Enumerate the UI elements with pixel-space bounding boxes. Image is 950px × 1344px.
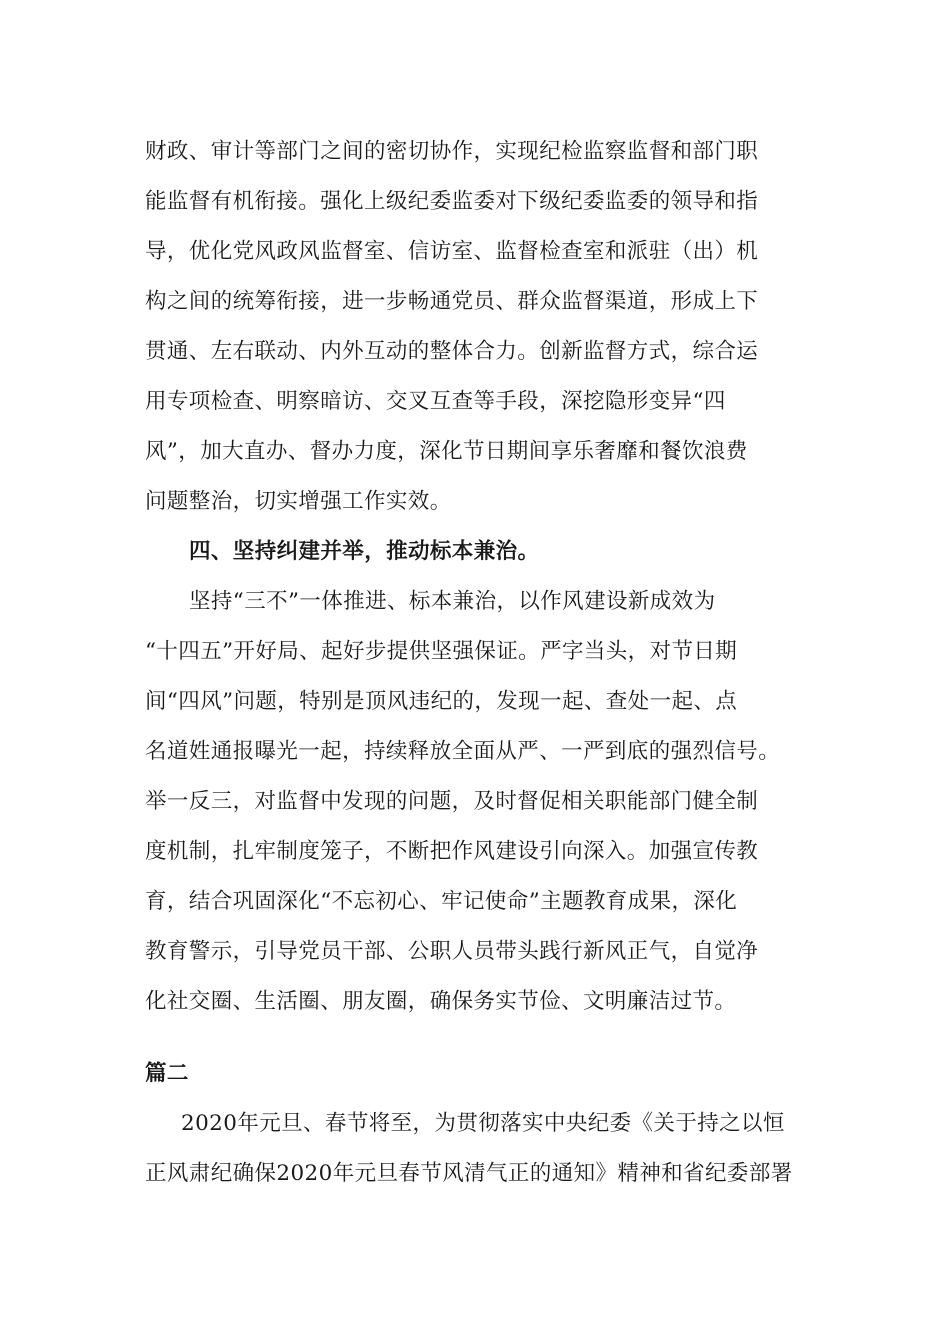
paragraph-line: “十四五”开好局、起好步提供坚强保证。严字当头，对节日期 (145, 639, 738, 664)
paragraph-line: 举一反三，对监督中发现的问题，及时督促相关职能部门健全制 (145, 789, 759, 814)
paragraph-line: 导，优化党风政风监督室、信访室、监督检查室和派驻（出）机 (145, 239, 759, 264)
paragraph-line: 间“四风”问题，特别是顶风违纪的，发现一起、查处一起、点 (145, 689, 738, 714)
paragraph-line: 化社交圈、生活圈、朋友圈，确保务实节俭、文明廉洁过节。 (145, 989, 737, 1014)
paragraph-line: 财政、审计等部门之间的密切协作，实现纪检监察监督和部门职 (145, 139, 759, 164)
paragraph-line: 教育警示，引导党员干部、公职人员带头践行新风正气，自觉净 (145, 939, 759, 964)
paragraph-line: 正风肃纪确保2020年元旦春节风清气正的通知》精神和省纪委部署 (145, 1161, 793, 1186)
paragraph-line: 度机制，扎牢制度笼子，不断把作风建设引向深入。加强宣传教 (145, 839, 759, 864)
paragraph-line: 育，结合巩固深化“不忘初心、牢记使命”主题教育成果，深化 (145, 889, 738, 914)
paragraph-line: 2020年元旦、春节将至，为贯彻落实中央纪委《关于持之以恒 (181, 1111, 785, 1136)
paragraph-line: 问题整治，切实增强工作实效。 (145, 489, 452, 514)
paragraph-line: 坚持“三不”一体推进、标本兼治，以作风建设新成效为 (189, 589, 716, 614)
paragraph-line: 风”，加大直办、督办力度，深化节日期间享乐奢靡和餐饮浪费 (145, 439, 748, 464)
paragraph-line: 构之间的统筹衔接，进一步畅通党员、群众监督渠道，形成上下 (145, 289, 759, 314)
paragraph-line: 贯通、左右联动、内外互动的整体合力。创新监督方式，综合运 (145, 339, 759, 364)
paragraph-line: 能监督有机衔接。强化上级纪委监委对下级纪委监委的领导和指 (145, 189, 759, 214)
part-title: 篇二 (145, 1061, 189, 1086)
paragraph-line: 名道姓通报曝光一起，持续释放全面从严、一严到底的强烈信号。 (145, 739, 781, 764)
paragraph-line: 用专项检查、明察暗访、交叉互查等手段，深挖隐形变异“四 (145, 389, 726, 414)
section-heading: 四、坚持纠建并举，推动标本兼治。 (189, 539, 540, 564)
